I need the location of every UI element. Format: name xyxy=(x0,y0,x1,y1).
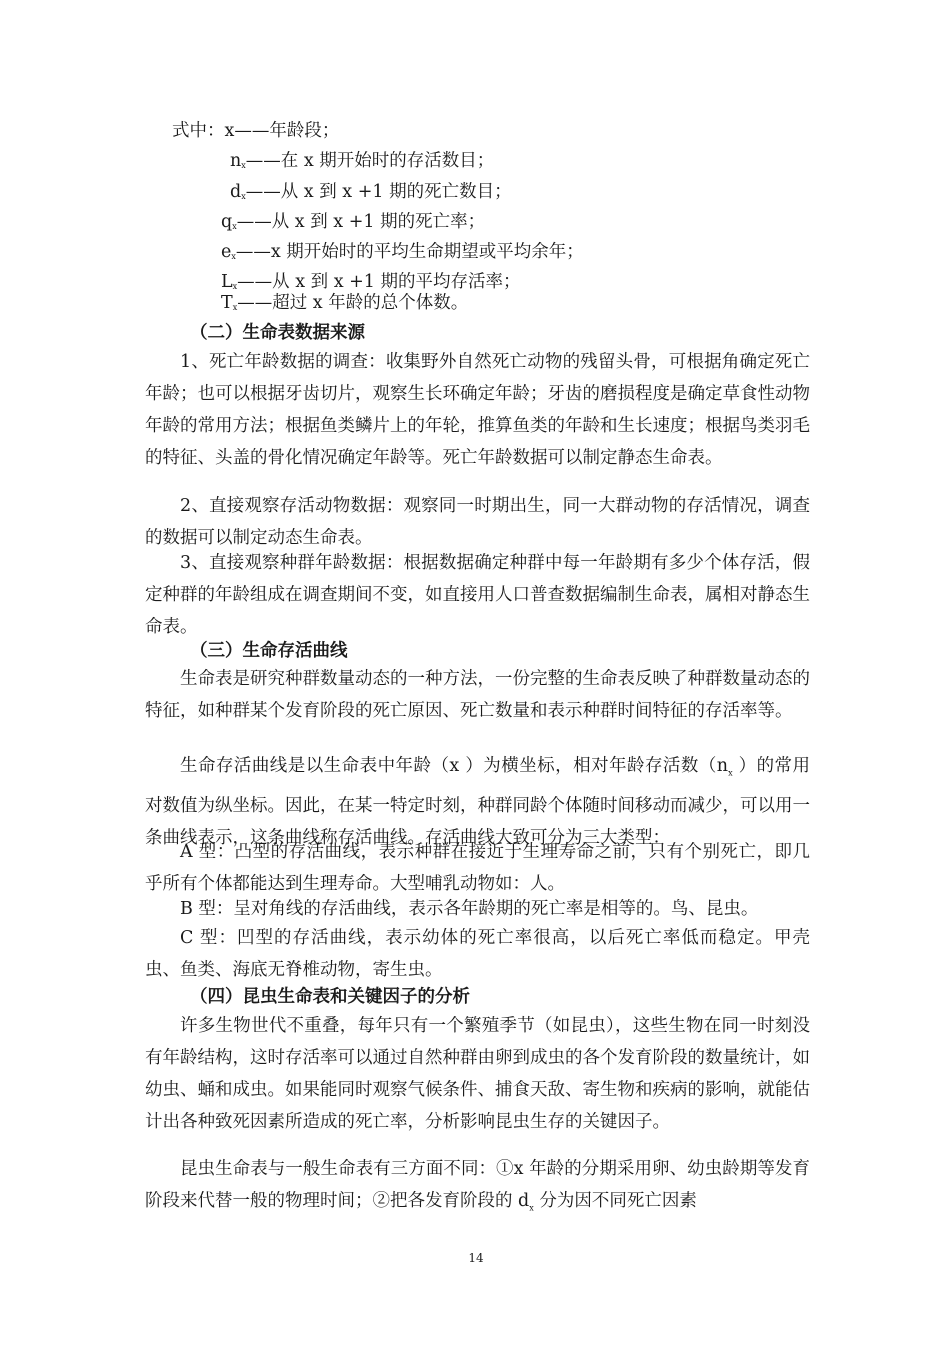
paragraph-text: 昆虫生命表与一般生命表有三方面不同：①x 年龄的分期采用卵、幼虫龄期等发育阶段来代替一般的物理时间；②把各发育阶段的 d xyxy=(145,1159,810,1211)
definition-text: ——从 x 到 x +1 期的平均存活率； xyxy=(237,272,521,292)
symbol: x xyxy=(224,121,235,141)
subscript-x: x xyxy=(728,768,733,778)
paragraph: 1、死亡年龄数据的调查：收集野外自然死亡动物的残留头骨，可根据角确定死亡年龄；也可以根据牙齿切片，观察生长环确定年龄；牙齿的磨损程度是确定草食性动物年龄的常用方法；根据鱼类鳞片上的年轮，推算鱼类的年龄和生长速度；根据鸟类羽毛的特征、头盖的骨化情况确定年龄等。死亡年龄数据可以制定静态生命表。 xyxy=(145,352,810,468)
definitions-intro: 式中： xyxy=(172,121,225,141)
section-heading: （三）生命存活曲线 xyxy=(190,641,348,661)
paragraph-text: 生命存活曲线是以生命表中年龄（x ）为横坐标，相对年龄存活数（n xyxy=(180,756,729,776)
definition-line-dx xyxy=(230,180,512,209)
paragraph: A 型：凸型的存活曲线，表示种群在接近于生理寿命之前，只有个别死亡，即几乎所有个体都能达到生理寿命。大型哺乳动物如：人。 xyxy=(145,842,810,894)
definition-text: ——在 x 期开始时的存活数目； xyxy=(245,151,495,171)
section-heading: （四）昆虫生命表和关键因子的分析 xyxy=(190,987,470,1007)
paragraph-text: 分为因不同死亡因素 xyxy=(533,1191,697,1211)
paragraph: B 型：呈对角线的存活曲线，表示各年龄期的死亡率是相等的。鸟、昆虫。 xyxy=(180,899,759,919)
symbol: $T_x$ xyxy=(221,293,238,313)
definition-line-ex xyxy=(221,240,584,269)
section-heading: （二）生命表数据来源 xyxy=(190,323,365,343)
definition-text: ——x 期开始时的平均生命期望或平均余年； xyxy=(235,242,584,262)
symbol: $L_x$ xyxy=(221,272,238,292)
symbol: $d_x$ xyxy=(230,182,246,202)
paragraph: C 型：凹型的存活曲线，表示幼体的死亡率很高，以后死亡率低而稳定。甲壳虫、鱼类、海底无脊椎动物，寄生虫。 xyxy=(145,928,810,980)
paragraph-text: ）的常用对数值为纵坐标。因此，在某一特定时刻，种群同龄个体随时间移动而减少，可以用一条曲线表示，这条曲线称存活曲线。存活曲线大致可分为三大类型： xyxy=(145,756,811,848)
definition-text: ——超过 x 年龄的总个体数。 xyxy=(237,293,469,313)
definition-line-nx xyxy=(230,149,494,178)
definition-text: ——从 x 到 x +1 期的死亡数目； xyxy=(245,182,512,202)
symbol: $q_x$ xyxy=(221,212,237,232)
page-number: 14 xyxy=(468,1251,484,1265)
subscript-x: x xyxy=(529,1203,534,1213)
paragraph: 3、直接观察种群年龄数据：根据数据确定种群中每一年龄期有多少个体存活，假定种群的年龄组成在调查期间不变，如直接用人口普查数据编制生命表，属相对静态生命表。 xyxy=(145,553,810,637)
definition-line-x xyxy=(172,119,339,143)
definition-line-tx xyxy=(221,291,468,320)
paragraph: 生命表是研究种群数量动态的一种方法，一份完整的生命表反映了种群数量动态的特征，如种群某个发育阶段的死亡原因、死亡数量和表示种群时间特征的存活率等。 xyxy=(145,669,810,721)
symbol: $e_x$ xyxy=(221,242,236,262)
paragraph: 许多生物世代不重叠，每年只有一个繁殖季节（如昆虫），这些生物在同一时刻没有年龄结构，这时存活率可以通过自然种群由卵到成虫的各个发育阶段的数量统计，如幼虫、蛹和成虫。如果能同时观察气候条件、捕食天敌、寄生物和疾病的影响，就能估计出各种致死因素所造成的死亡率，分析影响昆虫生存的关键因子。 xyxy=(145,1016,810,1132)
definition-text: ——年龄段； xyxy=(234,121,340,141)
symbol: $n_x$ xyxy=(230,151,246,171)
definition-line-qx xyxy=(221,210,485,239)
paragraph: 2、直接观察存活动物数据：观察同一时期出生，同一大群动物的存活情况，调查的数据可以制定动态生命表。 xyxy=(145,496,810,548)
paragraph-insect-table xyxy=(145,1153,810,1225)
definition-text: ——从 x 到 x +1 期的死亡率； xyxy=(236,212,486,232)
